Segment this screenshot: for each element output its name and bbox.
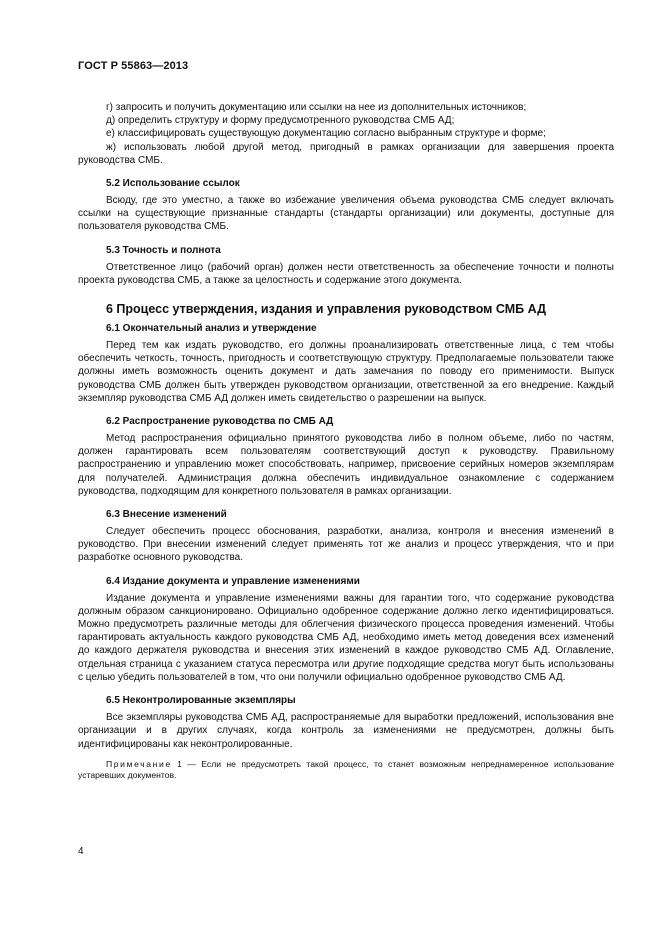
- section-heading-6-5: 6.5 Неконтролированные экземпляры: [106, 695, 296, 707]
- section-paragraph: Все экземпляры руководства СМБ АД, распространяемые для выработки предложений, использования вне организации и в других случаях, когда контроль за изменениями не предусмотрен, должны быть идентифицированы как неконтролированные.: [78, 712, 614, 750]
- section-paragraph: Следует обеспечить процесс обоснования, разработки, анализа, контроля и внесения изменений в руководство. При внесении изменений следует применять тот же анализ и процесс утверждения, что и при разработке основного руководства.: [78, 526, 614, 564]
- document-page: [78, 60, 614, 782]
- note: [78, 759, 614, 782]
- section-paragraph: Издание документа и управление изменениями важны для гарантии того, что содержание руководства должным образом санкционировано. Официально одобренное содержание должно легко идентифицироваться. Можно предусмотреть различные методы для облегчения физического процесса проведения изменений. Чтобы гарантировать актуальность каждого руководства СМБ АД, необходимо иметь метод доведения всех изменений до каждого держателя руководства и внесения этих изменений в каждое руководство СМБ АД. Оглавление, отдельная страница с указанием статуса пересмотра или другие подходящие средства могут быть использованы с целью убедить пользователей в том, что они получили официально одобренное руководство СМБ АД.: [78, 592, 614, 683]
- list-item: е) классифицировать существующую документацию согласно выбранным структуре и форме;: [106, 128, 546, 140]
- section-heading-6-1: 6.1 Окончательный анализ и утверждение: [106, 323, 317, 335]
- section-heading-6-2: 6.2 Распространение руководства по СМБ АД: [106, 416, 334, 428]
- page-number: 4: [78, 846, 84, 857]
- list-section: [78, 101, 614, 167]
- section-heading-6-4: 6.4 Издание документа и управление изменениями: [106, 575, 360, 587]
- section-paragraph: Перед тем как издать руководство, его должны проанализировать ответственные лица, с тем чтобы обеспечить четкость, точность, пригодность и соответствующую структуру. Предполагаемые пользователи также должны иметь возможность оценить документ и дать замечания по поводу его применимости. Выпуск руководства СМБ должен быть утвержден руководством организации, ответственной за его внедрение. Каждый экземпляр руководства СМБ АД должен иметь свидетельство о разрешении на выпуск.: [78, 340, 614, 404]
- list-item: д) определить структуру и форму предусмотренного руководства СМБ АД;: [106, 115, 455, 127]
- section-heading-5-3: 5.3 Точность и полнота: [106, 244, 221, 256]
- section-paragraph: Метод распространения официально принятого руководства либо в полном объеме, либо по частям, должен гарантировать всем пользователям соответствующий доступ к руководству. Правильному распространению и управлению может способствовать, например, присвоение серийных номеров экземплярам для получателей. Администрация должна обеспечить индивидуальное ознакомление с содержанием руководства, подходящим для конкретного пользователя в рамках организации.: [78, 433, 614, 497]
- document-code-header: ГОСТ Р 55863—2013: [78, 60, 189, 72]
- note-text: 1 — Если не предусмотреть такой процесс, то станет возможным непреднамеренное использование устаревших документов.: [78, 758, 614, 781]
- section-heading-6-3: 6.3 Внесение изменений: [106, 509, 227, 521]
- section-paragraph: Всюду, где это уместно, а также во избежание увеличения объема руководства СМБ следует включать ссылки на существующие признанные стандарты (стандарты организации) или документы, доступные для пользователя руководства СМБ.: [78, 195, 614, 233]
- note-label: Примечание: [106, 758, 172, 769]
- chapter-heading-6: 6 Процесс утверждения, издания и управления руководством СМБ АД: [106, 302, 547, 317]
- section-paragraph: Ответственное лицо (рабочий орган) должен нести ответственность за обеспечение точности и полноты проекта руководства СМБ, а также за целостность и содержание этого документа.: [78, 261, 614, 286]
- section-heading-5-2: 5.2 Использование ссылок: [106, 178, 240, 190]
- list-item: ж) использовать любой другой метод, пригодный в рамках организации для завершения проекта руководства СМБ.: [78, 141, 614, 166]
- list-item: г) запросить и получить документацию или ссылки на нее из дополнительных источников;: [106, 102, 527, 113]
